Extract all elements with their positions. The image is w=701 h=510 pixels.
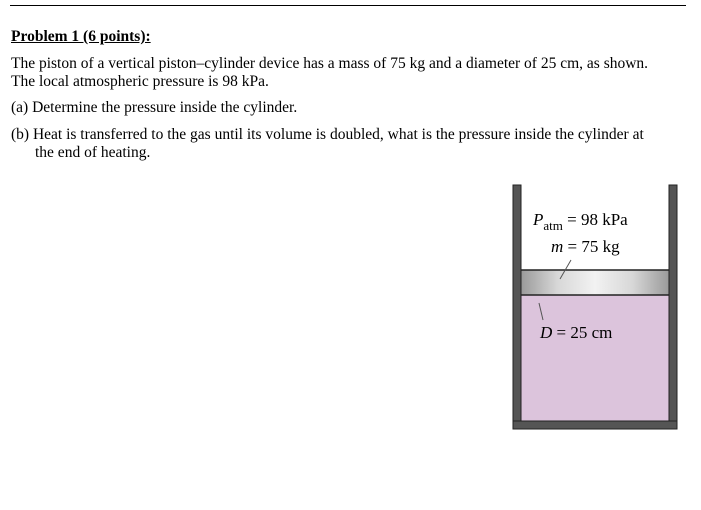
part-b-line-1: (b) Heat is transferred to the gas until its volume is doubled, what is the pressure inside the cylinder at <box>11 126 644 143</box>
patm-label: $P_{atm} = 98$ kPa <box>533 210 628 233</box>
problem-statement-line-1: The piston of a vertical piston–cylinder device has a mass of 75 kg and a diameter of 25 cm, as shown. <box>11 55 649 72</box>
piston <box>521 270 669 295</box>
gas-region <box>521 295 669 421</box>
part-a: (a) Determine the pressure inside the cylinder. <box>11 99 298 116</box>
part-b-line-2: the end of heating. <box>35 144 151 161</box>
problem-title: Problem 1 (6 points): <box>11 28 151 45</box>
diameter-label: D = 25 cm <box>540 323 613 342</box>
mass-label: m = 75 kg <box>551 237 620 256</box>
problem-statement-line-2: The local atmospheric pressure is 98 kPa. <box>11 73 269 90</box>
